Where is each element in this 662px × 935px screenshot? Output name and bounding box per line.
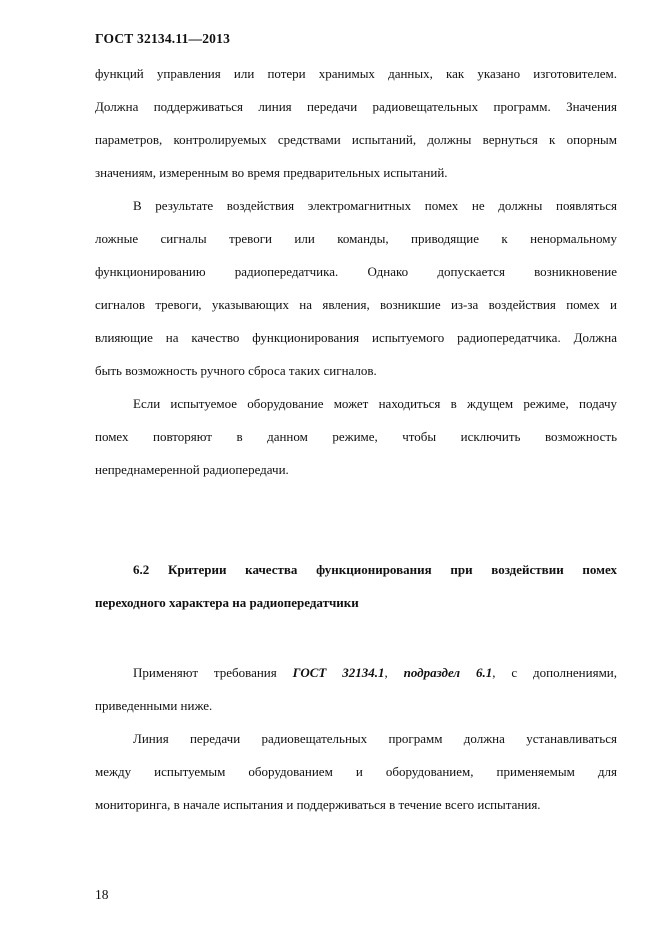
paragraph-line: ложные сигналы тревоги или команды, приводящие к ненормальному bbox=[95, 231, 617, 246]
section-heading-line bbox=[95, 553, 617, 586]
document-header: ГОСТ 32134.11—2013 bbox=[95, 31, 231, 46]
paragraph-line: функционированию радиопередатчика. Однако допускается возникновение bbox=[95, 264, 617, 279]
paragraph-line: В результате воздействия электромагнитных помех не должны появляться bbox=[133, 198, 617, 213]
text-block-requirements bbox=[95, 57, 617, 486]
paragraph-line: непреднамеренной радиопередачи. bbox=[95, 462, 289, 477]
paragraph-line bbox=[95, 656, 617, 689]
paragraph-line: приведенными ниже. bbox=[95, 698, 213, 713]
paragraph-line: быть возможность ручного сброса таких сигналов. bbox=[95, 363, 377, 378]
paragraph-line: функций управления или потери хранимых данных, как указано изготовителем. bbox=[95, 66, 617, 81]
paragraph-line: Должна поддерживаться линия передачи радиовещательных программ. Значения bbox=[95, 99, 617, 114]
page-number: 18 bbox=[95, 887, 109, 902]
paragraph-line: значениям, измеренным во время предварительных испытаний. bbox=[95, 165, 448, 180]
text-block-section-6-2 bbox=[95, 656, 617, 821]
section-heading-text: переходного характера на радиопередатчики bbox=[95, 595, 359, 610]
paragraph-text: Применяют требования bbox=[133, 665, 293, 680]
paragraph-line: параметров, контролируемых средствами испытаний, должны вернуться к опорным bbox=[95, 132, 617, 147]
section-heading bbox=[95, 553, 617, 619]
subsection-reference: подраздел 6.1 bbox=[403, 665, 493, 680]
paragraph-line: сигналов тревоги, указывающих на явления, возникшие из-за воздействия помех и bbox=[95, 297, 617, 312]
paragraph-line: помех повторяют в данном режиме, чтобы исключить возможность bbox=[95, 429, 617, 444]
paragraph-line: Если испытуемое оборудование может находиться в ждущем режиме, подачу bbox=[133, 396, 617, 411]
paragraph-line: влияющие на качество функционирования испытуемого радиопередатчика. Должна bbox=[95, 330, 617, 345]
paragraph-line: мониторинга, в начале испытания и поддерживаться в течение всего испытания. bbox=[95, 797, 541, 812]
paragraph-text: , bbox=[384, 665, 404, 680]
paragraph-line: Линия передачи радиовещательных программ должна устанавливаться bbox=[133, 731, 617, 746]
section-heading-line bbox=[95, 586, 617, 619]
paragraph-line: между испытуемым оборудованием и оборудованием, применяемым для bbox=[95, 764, 617, 779]
paragraph-text: , с дополнениями, bbox=[492, 665, 617, 680]
standard-reference: ГОСТ 32134.1 bbox=[292, 665, 385, 680]
section-heading-text: 6.2 Критерии качества функционирования при воздействии помех bbox=[133, 562, 617, 577]
